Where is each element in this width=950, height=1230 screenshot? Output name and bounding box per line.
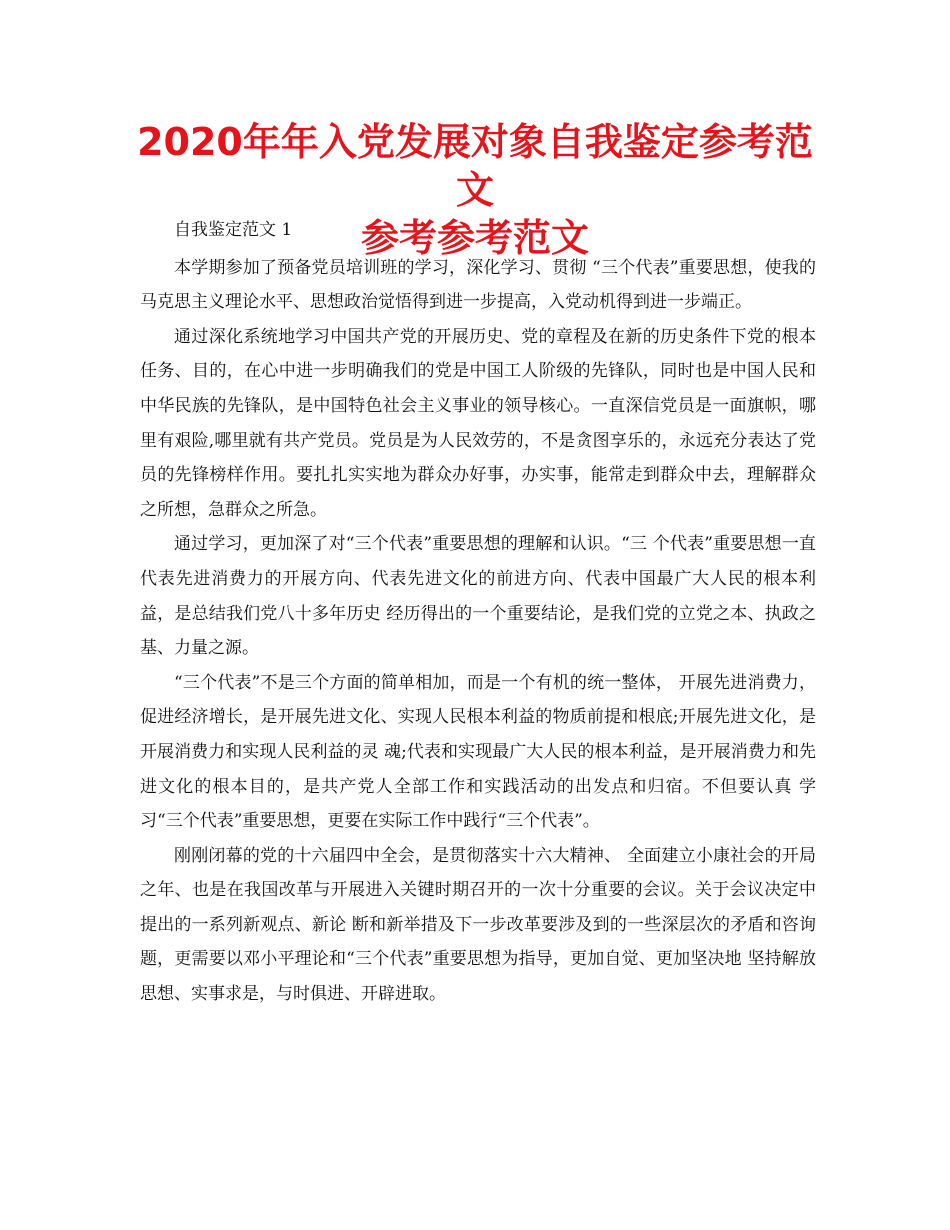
paragraph-5: 刚刚闭幕的党的十六届四中全会，是贯彻落实十六大精神、 全面建立小康社会的开局之年、也是在我国改革与开展进入关键时期召开的一次十分重要的会议。关于会议决定中提出的一系列新观点、新论 断和新举措及下一步改革要涉及到的一些深层次的矛盾和咨询题，更需要以邓小平理论和“三个代表”重要思想为指导，更加自觉、更加坚决地 坚持解放思想、实事求是，与时俱进、开辟进取。: [140, 845, 816, 1005]
title-line-1: 2020年年入党发展对象自我鉴定参考范文: [137, 120, 813, 212]
document-body: [140, 213, 816, 1012]
paragraph-4: “三个代表”不是三个方面的简单相加，而是一个有机的统一整体， 开展先进消费力，促进经济增长，是开展先进文化、实现人民根本利益的物质前提和根底;开展先进文化，是开展消费力和实现人民利益的灵 魂;代表和实现最广大人民的根本利益，是开展消费力和先进文化的根本目的，是共产党人全部工作和实践活动的出发点和归宿。不但要认真 学习“三个代表”重要思想，更要在实际工作中践行“三个代表”。: [140, 672, 816, 832]
paragraph-2: 通过深化系统地学习中国共产党的开展历史、党的章程及在新的历史条件下党的根本任务、目的，在心中进一步明确我们的党是中国工人阶级的先锋队，同时也是中国人民和中华民族的先锋队，是中国特色社会主义事业的领导核心。一直深信党员是一面旗帜，哪里有艰险,哪里就有共产党员。党员是为人民效劳的，不是贪图享乐的，永远充分表达了党员的先锋榜样作用。要扎扎实实地为群众办好事，办实事，能常走到群众中去，理解群众之所想，急群众之所急。: [140, 326, 816, 520]
section-heading: 自我鉴定范文 1: [174, 220, 293, 240]
paragraph-1: 本学期参加了预备党员培训班的学习，深化学习、贯彻 “三个代表”重要思想，使我的马克思主义理论水平、思想政治觉悟得到进一步提高，入党动机得到进一步端正。: [140, 257, 816, 313]
paragraph-3: 通过学习，更加深了对“三个代表”重要思想的理解和认识。“三 个代表”重要思想一直代表先进消费力的开展方向、代表先进文化的前进方向、代表中国最广大人民的根本利益，是总结我们党八十多年历史 经历得出的一个重要结论，是我们党的立党之本、执政之基、力量之源。: [140, 534, 816, 659]
title-line-2: 参考参考范文: [360, 216, 589, 260]
